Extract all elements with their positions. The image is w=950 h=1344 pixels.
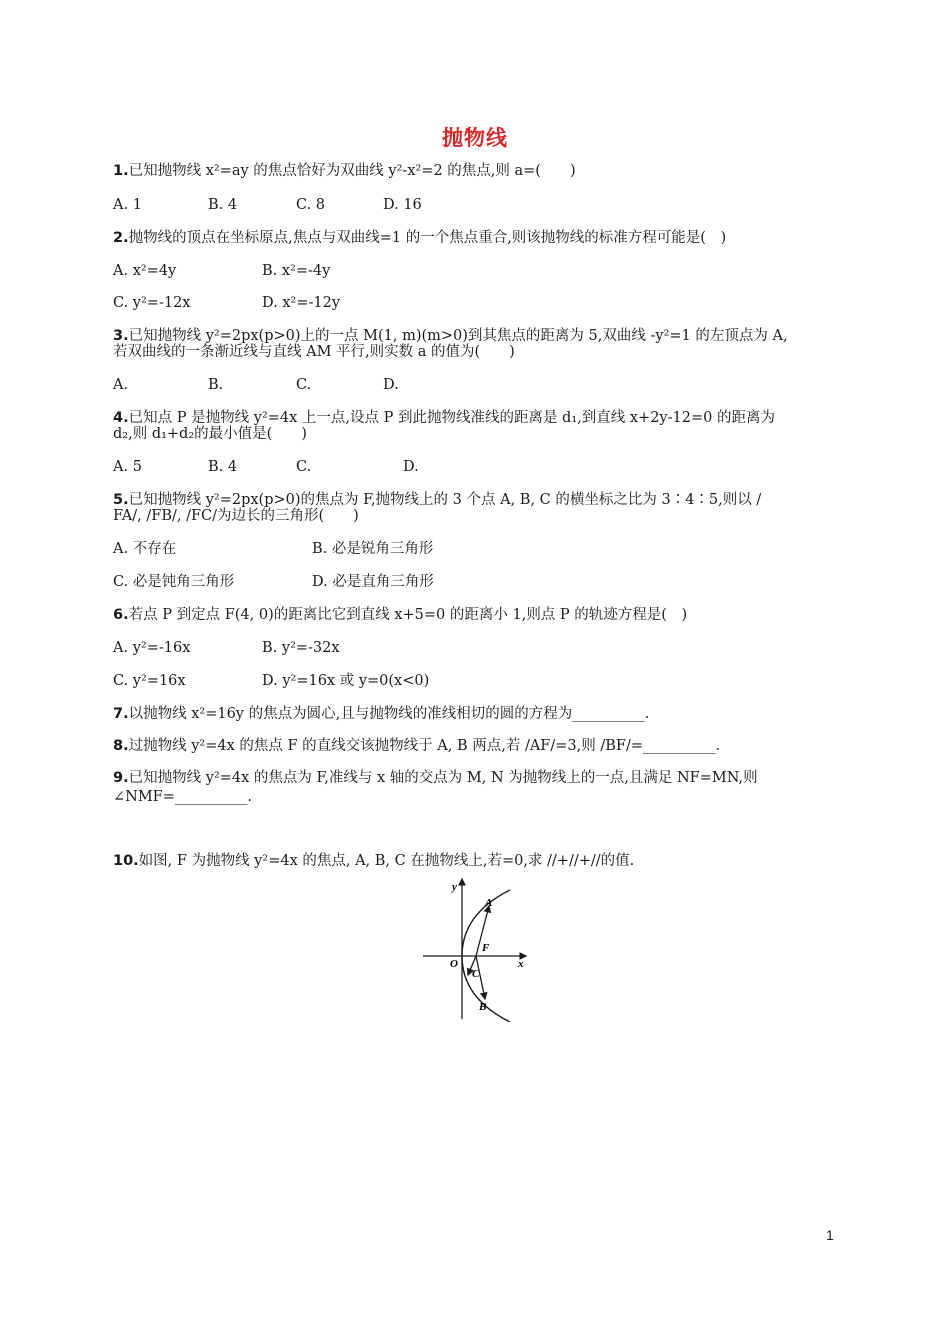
question-10 [113,851,634,871]
question-number: 1. [113,163,129,179]
option-c: C. y²=16x [113,673,186,689]
option-b: B. [208,377,224,393]
option-d: D. y²=16x 或 y=0(x<0) [262,673,430,689]
question-number: 10. [113,853,139,869]
label-b: B [479,1001,487,1013]
option-d: D. x²=-12y [262,295,341,311]
question-3-continued: 若双曲线的一条渐近线与直线 AM 平行,则实数 a 的值为( ) [113,344,515,360]
option-a: A. x²=4y [113,263,177,279]
label-o: O [450,958,458,970]
option-b: B. 4 [208,459,238,475]
option-d: D. [403,459,419,475]
label-y: y [452,881,457,893]
question-text: 过抛物线 y²=4x 的焦点 F 的直线交该抛物线于 A, B 两点,若 /AF/=3,则 /BF/=__________. [128,738,721,754]
option-b: B. x²=-4y [262,263,331,279]
question-text: 抛物线的顶点在坐标原点,焦点与双曲线=1 的一个焦点重合,则该抛物线的标准方程可能是( ) [128,230,727,246]
question-text: 已知抛物线 y²=2px(p>0)上的一点 M(1, m)(m>0)到其焦点的距离为 5,双曲线 -y²=1 的左顶点为 A, [128,328,788,344]
question-number: 2. [113,230,129,246]
question-text: 若点 P 到定点 F(4, 0)的距离比它到直线 x+5=0 的距离小 1,则点 P 的轨迹方程是( ) [128,607,688,623]
question-text: 已知点 P 是抛物线 y²=4x 上一点,设点 P 到此抛物线准线的距离是 d₁,到直线 x+2y-12=0 的距离为 [128,410,775,426]
question-number: 7. [113,706,129,722]
option-c: C. 必是钝角三角形 [113,574,235,590]
question-number: 9. [113,770,129,786]
option-c: C. [296,377,312,393]
question-text: 如图, F 为抛物线 y²=4x 的焦点, A, B, C 在抛物线上,若=0,求 //+//+//的值. [138,853,635,869]
question-2 [113,228,726,248]
question-text: 已知抛物线 x²=ay 的焦点恰好为双曲线 y²-x²=2 的焦点,则 a=( ) [128,163,576,179]
option-b: B. 必是锐角三角形 [312,541,434,557]
option-d: D. 必是直角三角形 [312,574,434,590]
label-f: F [482,942,490,954]
option-a: A. [113,377,129,393]
question-9 [113,768,758,788]
label-c: C [472,968,480,980]
option-d: D. [383,377,399,393]
option-c: C. 8 [296,197,326,213]
question-8 [113,736,720,756]
option-c: C. y²=-12x [113,295,191,311]
option-a: A. 1 [113,197,142,213]
question-4-continued: d₂,则 d₁+d₂的最小值是( ) [113,426,307,442]
question-1 [113,161,576,181]
question-text: 以抛物线 x²=16y 的焦点为圆心,且与抛物线的准线相切的圆的方程为__________. [128,706,650,722]
question-9-continued: ∠NMF=__________. [113,789,253,805]
page-number: 1 [826,1227,834,1243]
question-5-continued: FA/, /FB/, /FC/为边长的三角形( ) [113,508,359,524]
question-text: 已知抛物线 y²=4x 的焦点为 F,准线与 x 轴的交点为 M, N 为抛物线上的一点,且满足 NF=MN,则 [128,770,758,786]
question-6 [113,605,687,625]
question-text: 已知抛物线 y²=2px(p>0)的焦点为 F,抛物线上的 3 个点 A, B, C 的横坐标之比为 3∶4∶5,则以 / [128,492,762,508]
question-number: 8. [113,738,129,754]
label-x: x [518,958,524,970]
option-a: A. 5 [113,459,142,475]
option-b: B. 4 [208,197,238,213]
option-b: B. y²=-32x [262,640,340,656]
question-7 [113,704,649,724]
question-number: 6. [113,607,129,623]
question-number: 4. [113,410,129,426]
page-title: 抛物线 [442,126,508,150]
parabola-diagram [418,876,530,1022]
label-a: A [485,897,493,909]
question-number: 5. [113,492,129,508]
option-a: A. y²=-16x [113,640,191,656]
option-a: A. 不存在 [113,541,177,557]
option-d: D. 16 [383,197,422,213]
question-number: 3. [113,328,129,344]
option-c: C. [296,459,312,475]
